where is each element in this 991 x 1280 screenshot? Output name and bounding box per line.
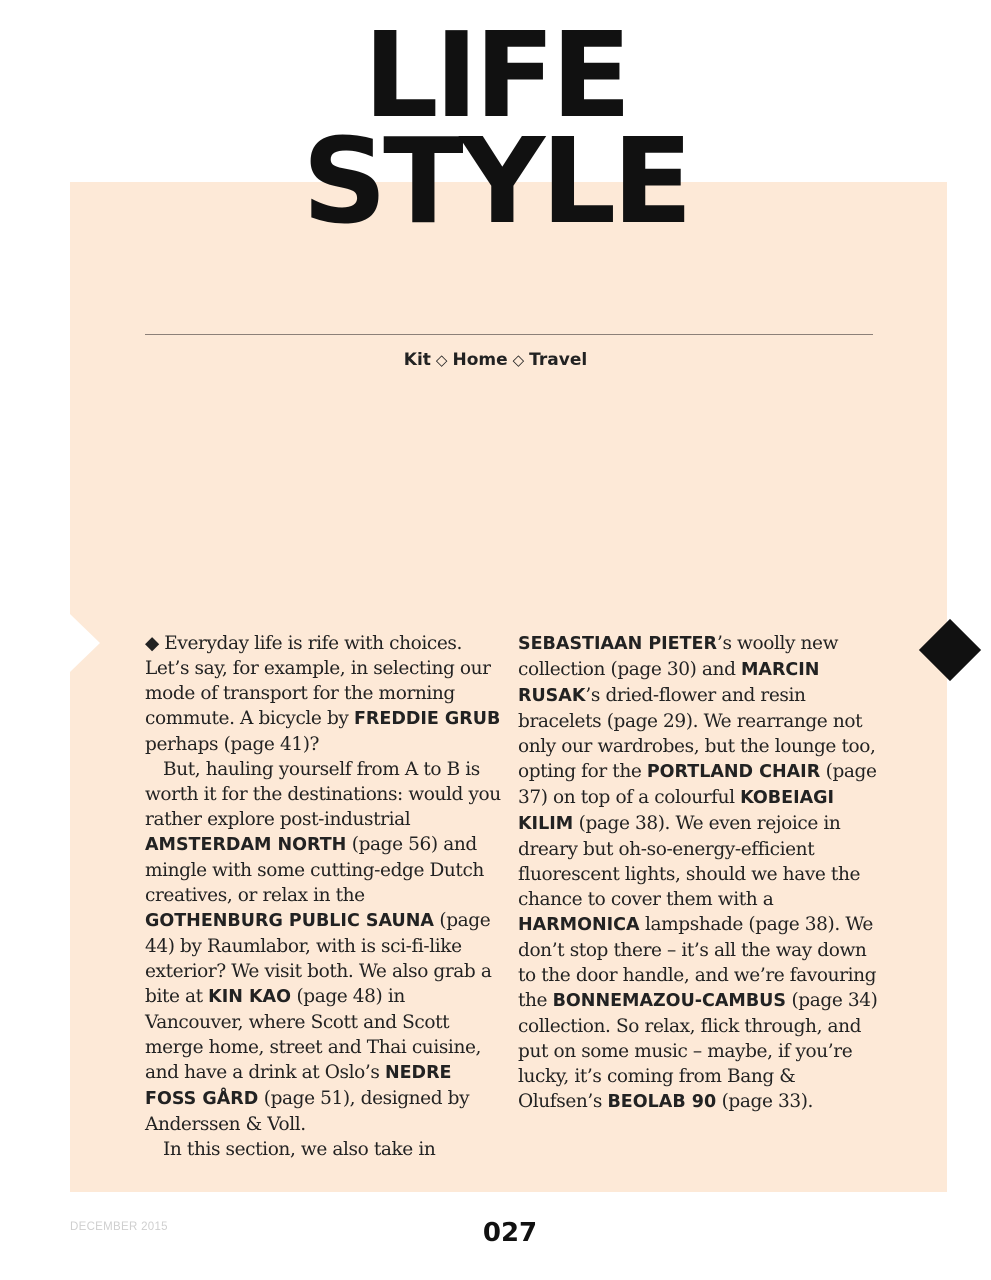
highlight-name: MARCIN RUSAK	[518, 660, 820, 706]
title-line-2: STYLE	[302, 112, 689, 250]
text-run: (page 56) and mingle with some cutting-edge Dutch creatives, or relax in the	[145, 834, 484, 906]
title-line-1: LIFE	[363, 6, 628, 144]
bullet-diamond-icon: ◆	[145, 633, 159, 654]
highlight-name: HARMONICA	[518, 915, 640, 935]
section-nav	[0, 350, 991, 370]
text-column-right	[518, 631, 880, 1115]
highlight-name: BONNEMAZOU-CAMBUS	[552, 991, 786, 1011]
text-run: (page 33).	[716, 1091, 814, 1112]
text-run: perhaps (page 41)?	[145, 734, 320, 755]
paragraph-continued	[518, 631, 880, 1115]
paragraph-1	[145, 631, 507, 757]
nav-item-travel: Travel	[529, 350, 588, 370]
text-run: lampshade (page 38). We don’t stop there – it’s all the way down to the door handle, and we’re favouring the	[518, 914, 877, 1011]
text-run: (page 34) collection. So relax, flick through, and put on some music – maybe, if you’re lucky, it’s coming from Bang & Olufsen’s	[518, 990, 878, 1112]
highlight-name: KIN KAO	[208, 987, 291, 1007]
highlight-name: KOBEIAGI KILIM	[518, 788, 834, 834]
nav-separator-icon: ◇	[435, 351, 448, 369]
left-notch-marker	[70, 614, 100, 672]
section-title	[0, 6, 991, 250]
issue-date: DECEMBER 2015	[70, 1221, 168, 1233]
text-run: (page 44) by Raumlabor, with is sci-fi-like exterior? We visit both. We also grab a bite at	[145, 910, 492, 1007]
highlight-name: NEDRE FOSS GÅRD	[145, 1063, 452, 1109]
text-run: (page 37) on top of a colourful	[518, 761, 877, 808]
nav-item-home: Home	[452, 350, 508, 370]
paragraph-3: In this section, we also take in	[163, 1139, 436, 1160]
text-run: ’s dried-flower and resin bracelets (page 29). We rearrange not only our wardrobes, but the lounge too, opting for the	[518, 685, 876, 782]
text-run: ’s woolly new collection (page 30) and	[518, 633, 839, 680]
page-number: 027	[482, 1218, 538, 1248]
text-run: Everyday life is rife with choices. Let’s say, for example, in selecting our mode of transport for the morning commute. A bicycle by	[145, 633, 491, 729]
highlight-name: PORTLAND CHAIR	[646, 762, 821, 782]
divider-rule	[145, 334, 873, 335]
text-run: (page 51), designed by Anderssen & Voll.	[145, 1088, 470, 1135]
text-run: (page 48) in Vancouver, where Scott and Scott merge home, street and Thai cuisine, and have a drink at Oslo’s	[145, 986, 481, 1083]
paragraph-2	[145, 757, 507, 1137]
text-run: (page 38). We even rejoice in dreary but oh-so-energy-efficient fluorescent lights, should we have the chance to cover them with a	[518, 813, 861, 910]
highlight-name: SEBASTIAAN PIETER	[518, 634, 717, 654]
highlight-name: FREDDIE GRUB	[353, 709, 501, 729]
text-run: But, hauling yourself from A to B is worth it for the destinations: would you rather explore post-industrial	[145, 759, 501, 830]
highlight-name: GOTHENBURG PUBLIC SAUNA	[145, 911, 434, 931]
highlight-name: AMSTERDAM NORTH	[145, 835, 347, 855]
nav-item-kit: Kit	[403, 350, 431, 370]
nav-separator-icon: ◇	[512, 351, 525, 369]
text-column-left	[145, 631, 507, 1162]
highlight-name: BEOLAB 90	[607, 1092, 717, 1112]
